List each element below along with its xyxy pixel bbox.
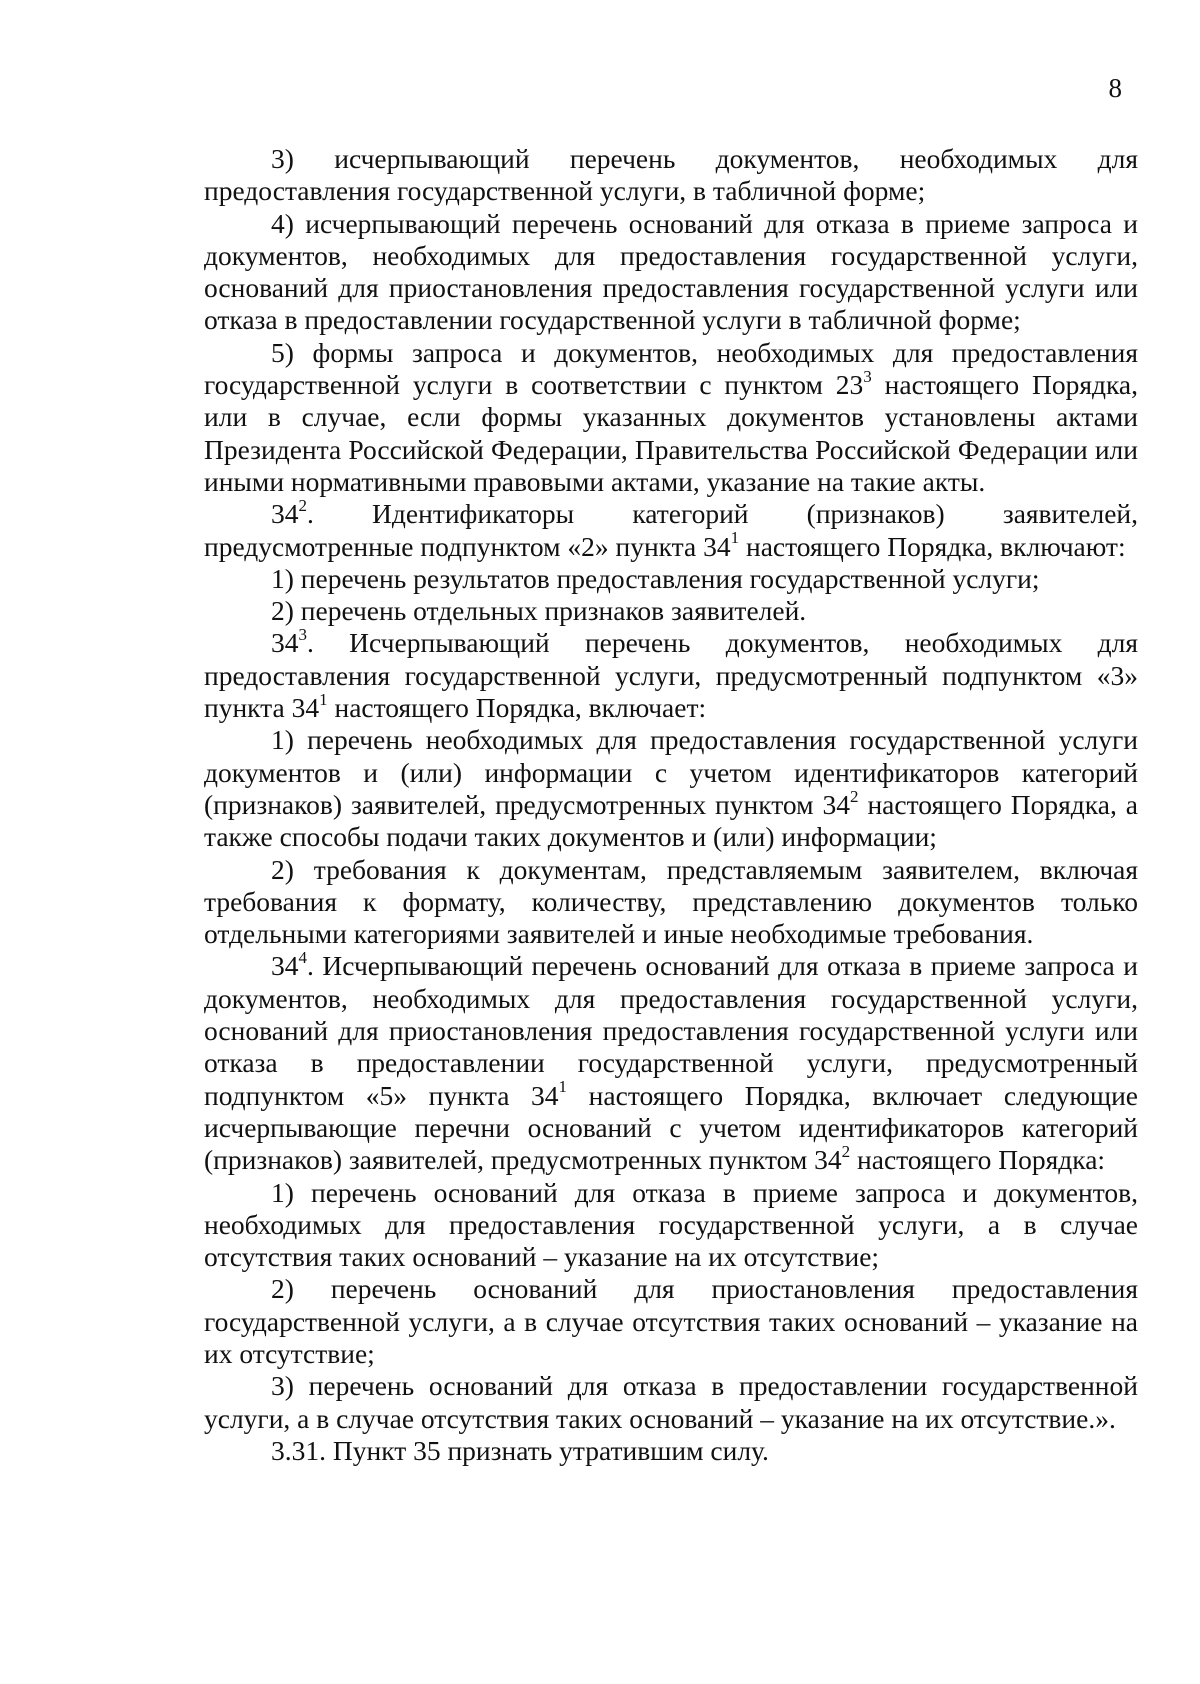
text-run: настоящего Порядка, включает:	[327, 692, 707, 724]
superscript: 1	[319, 689, 328, 709]
page-number: 8	[1108, 73, 1122, 103]
superscript: 2	[298, 496, 307, 516]
paragraph-p11	[204, 1177, 1138, 1274]
text-run: 34	[271, 498, 299, 530]
text-run: 34	[271, 950, 299, 982]
paragraph-p5	[204, 563, 1138, 595]
text-run: настоящего Порядка, а также способы подачи таких документов и (или) информации;	[204, 788, 1138, 853]
paragraph-p14	[204, 1435, 1138, 1467]
text-run: настоящего Порядка, включает следующие исчерпывающие перечни оснований с учетом идентификаторов категорий (признаков) заявителей, предусмотренных пунктом 34	[204, 1079, 1138, 1176]
text-run: 1) перечень оснований для отказа в приеме запроса и документов, необходимых для предоставления государственной услуги, а в случае отсутствия таких оснований – указание на их отсутствие;	[204, 1176, 1138, 1273]
paragraph-p4	[204, 498, 1138, 563]
text-run: 34	[271, 627, 299, 659]
document-body	[204, 143, 1138, 1467]
superscript: 1	[558, 1077, 568, 1097]
paragraph-p8	[204, 724, 1138, 853]
paragraph-p2	[204, 208, 1138, 337]
superscript: 2	[849, 786, 859, 806]
paragraph-p7	[204, 627, 1138, 724]
text-run: 1) перечень результатов предоставления государственной услуги;	[271, 562, 1040, 594]
text-run: . Идентификаторы категорий (признаков) заявителей, предусмотренные подпунктом «2» пункта 34	[204, 498, 1138, 562]
superscript: 2	[841, 1142, 851, 1162]
text-run: 2) требования к документам, представляемым заявителем, включая требования к формату, количеству, представлению документов только отдельными категориями заявителей и иные необходимые требования.	[204, 853, 1138, 950]
paragraph-p12	[204, 1273, 1138, 1370]
text-run: 1) перечень необходимых для предоставления государственной услуги документов и (или) информации с учетом идентификаторов категорий (признаков) заявителей, предусмотренных пунктом 34	[204, 724, 1138, 820]
text-run: 3.31. Пункт 35 признать утратившим силу.	[271, 1434, 769, 1466]
text-run: 5) формы запроса и документов, необходимых для предоставления государственной услуги в соответствии с пунктом 23	[204, 336, 1138, 401]
text-run: 3) исчерпывающий перечень документов, необходимых для предоставления государственной услуги, в табличной форме;	[204, 143, 1138, 207]
text-run: . Исчерпывающий перечень оснований для отказа в приеме запроса и документов, необходимых для предоставления государственной услуги, оснований для приостановления предоставления государственной услуги или отказа в предоставлении государственной услуги, предусмотренный подпунктом «5» пункта 34	[204, 950, 1138, 1111]
text-run: 2) перечень оснований для приостановления предоставления государственной услуги, а в случае отсутствия таких оснований – указание на их отсутствие;	[204, 1273, 1138, 1369]
superscript: 3	[863, 366, 872, 386]
text-run: . Исчерпывающий перечень документов, необходимых для предоставления государственной услуги, предусмотренный подпунктом «3» пункта 34	[204, 627, 1138, 724]
text-run: 3) перечень оснований для отказа в предоставлении государственной услуги, а в случае отсутствия таких оснований – указание на их отсутствие.».	[204, 1370, 1138, 1434]
text-run: настоящего Порядка:	[850, 1144, 1106, 1176]
paragraph-p13	[204, 1370, 1138, 1435]
superscript: 3	[298, 625, 307, 645]
paragraph-p1	[204, 143, 1138, 208]
text-run: 4) исчерпывающий перечень оснований для отказа в приеме запроса и документов, необходимых для предоставления государственной услуги, оснований для приостановления предоставления государственной услуги или отказа в предоставлении государственной услуги в табличной форме;	[204, 207, 1138, 336]
superscript: 1	[730, 528, 740, 548]
paragraph-p10	[204, 950, 1138, 1176]
superscript: 4	[298, 948, 307, 968]
text-run: настоящего Порядка, включают:	[739, 530, 1126, 562]
text-run: настоящего Порядка, или в случае, если формы указанных документов установлены актами Президента Российской Федерации, Правительства Российской Федерации или иными нормативными правовыми актами, указание на такие акты.	[204, 369, 1138, 497]
text-run: 2) перечень отдельных признаков заявителей.	[271, 595, 807, 627]
paragraph-p3	[204, 337, 1138, 498]
paragraph-p9	[204, 854, 1138, 951]
paragraph-p6	[204, 595, 1138, 627]
